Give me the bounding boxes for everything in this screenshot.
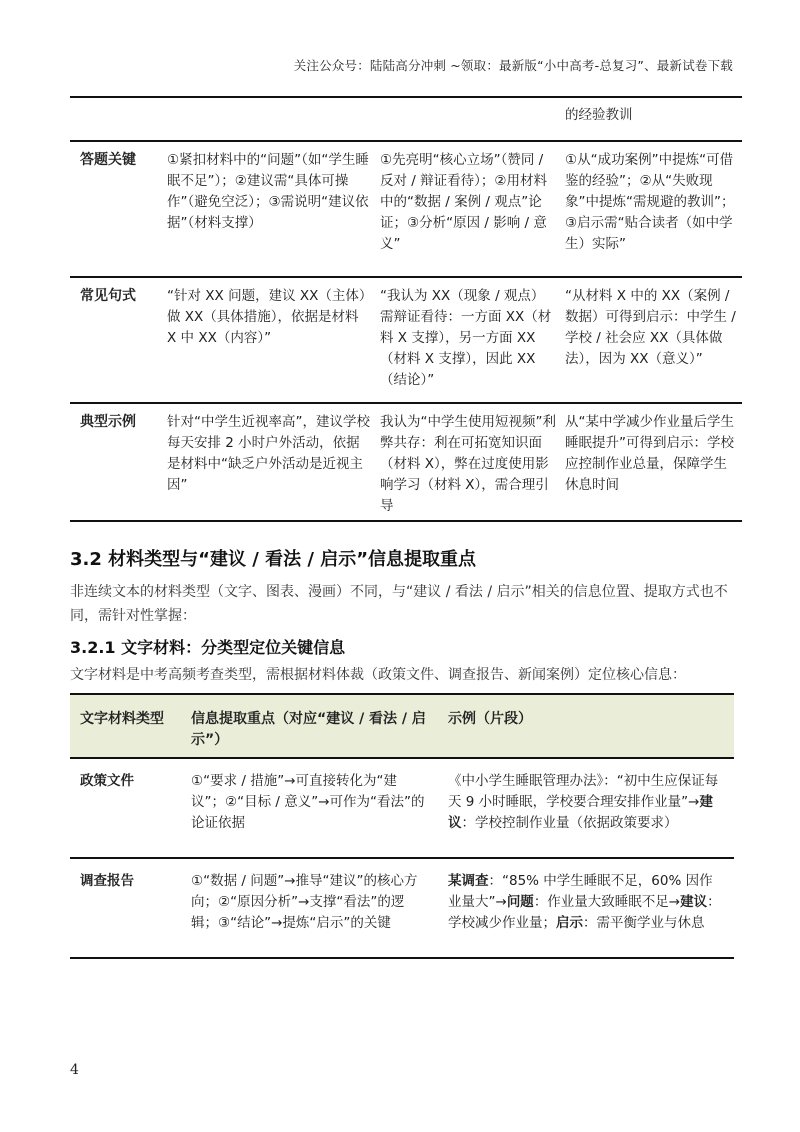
table-cell: ①从“成功案例”中提炼“可借鉴的经验”；②从“失败现象”中提炼“需规避的教训”；③启示需“贴合读者（如中学生）实际” [565,152,735,252]
table-cell: 《中小学生睡眠管理办法》：“初中生应保证每天 9 小时睡眠，学校要合理安排作业量”→建议：学校控制作业量（依据政策要求） [448,773,719,831]
table-cell: ①“要求 / 措施”→可直接转化为“建议”；②“目标 / 意义”→可作为“看法”的论证依据 [191,773,425,831]
table-row [70,142,742,278]
table-cell: 从“某中学减少作业量后学生睡眠提升”可得到启示：学校应控制作业总量，保障学生休息时间 [565,414,734,493]
table-row [70,96,742,142]
table-cell: 某调查：“85% 中学生睡眠不足，60% 因作业量大”→问题：作业量大致睡眠不足→建议：学校减少作业量；启示：需平衡学业与休息 [448,873,721,931]
table-row [70,278,742,404]
table-cell: ①“数据 / 问题”→推导“建议”的核心方向；②“原因分析”→支撑“看法”的逻辑；③“结论”→提炼“启示”的关键 [191,873,418,931]
table-header-row [70,693,734,759]
table-cell: 针对“中学生近视率高”，建议学校每天安排 2 小时户外活动，依据是材料中“缺乏户外活动是近视主因” [167,414,370,493]
table-cell: “我认为 XX（现象 / 观点）需辩证看待：一方面 XX（材料 X 支撑），另一方面 XX（材料 X 支撑），因此 XX（结论）” [380,288,552,388]
subsection-title: 3.2.1 文字材料：分类型定位关键信息 [70,638,346,657]
column-header: 信息提取重点（对应“建议 / 看法 / 启示”） [191,711,426,748]
section-title: 3.2 材料类型与“建议 / 看法 / 启示”信息提取重点 [70,549,477,570]
row-label: 常见句式 [80,288,136,304]
row-label: 答题关键 [80,152,136,168]
column-header: 文字材料类型 [80,711,164,727]
table-cell: 我认为“中学生使用短视频”利弊共存：利在可拓宽知识面（材料 X），弊在过度使用影响学习（材料 X），需合理引导 [380,414,556,514]
subsection-intro: 文字材料是中考高频考查类型，需根据材料体裁（政策文件、调查报告、新闻案例）定位核心信息： [70,667,686,683]
table-cell: ①先亮明“核心立场”（赞同 / 反对 / 辩证看待）；②用材料中的“数据 / 案例 / 观点”论证；③分析“原因 / 影响 / 意义” [380,152,547,252]
comparison-table [70,96,742,522]
row-label: 调查报告 [80,873,134,889]
text-material-table [70,693,734,959]
table-row [70,759,734,859]
row-label: 典型示例 [80,414,136,430]
table-cell: 的经验教训 [565,107,633,123]
column-header: 示例（片段） [448,711,532,727]
table-cell: ①紧扣材料中的“问题”（如“学生睡眠不足”）；②建议需“具体可操作”（避免空泛）；③需说明“建议依据”（材料支撑） [167,152,369,231]
table-cell: “针对 XX 问题，建议 XX（主体）做 XX（具体措施），依据是材料 X 中 XX（内容）” [167,288,366,346]
section-intro: 非连续文本的材料类型（文字、图表、漫画）不同，与“建议 / 看法 / 启示”相关的信息位置、提取方式也不同，需针对性掌握： [70,584,728,624]
table-cell: “从材料 X 中的 XX（案例 / 数据）可得到启示：中学生 / 学校 / 社会应 XX（具体做法），因为 XX（意义）” [565,288,736,367]
page-header: 关注公众号：陆陆高分冲刺 ~领取：最新版“小中高考-总复习”、最新试卷下载 [293,58,733,73]
page-number: 4 [70,1062,79,1078]
table-row [70,404,742,522]
row-label: 政策文件 [80,773,134,789]
table-row [70,859,734,959]
